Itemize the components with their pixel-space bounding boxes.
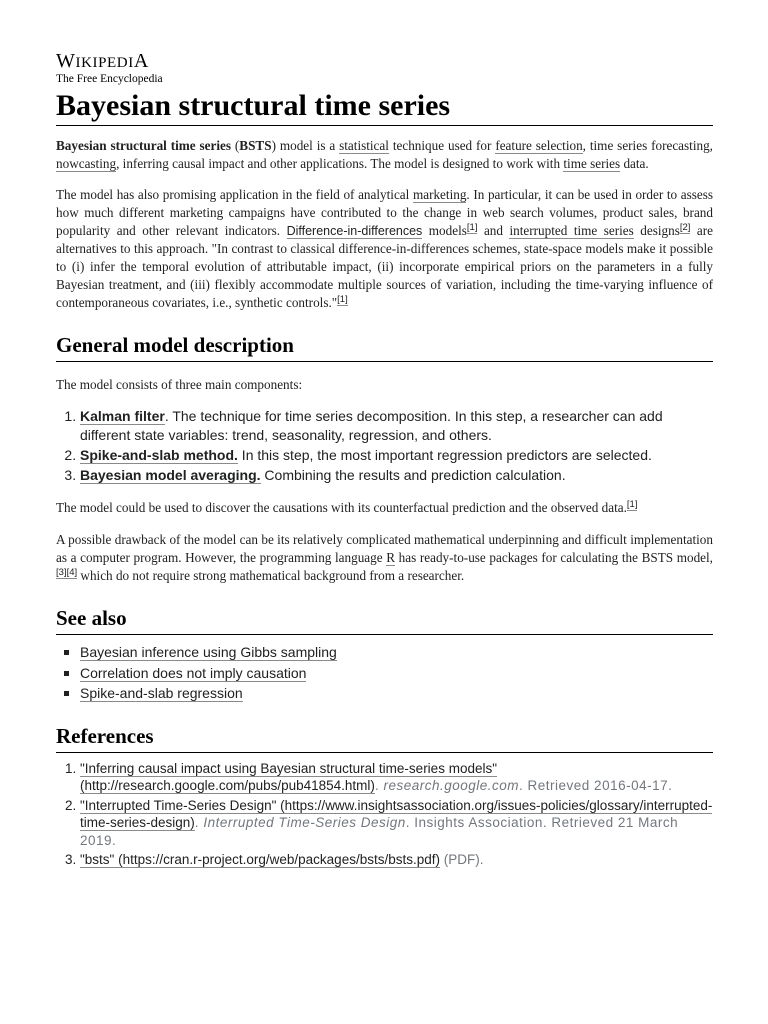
- bold-term: Bayesian structural time series: [56, 138, 232, 153]
- link-r[interactable]: R: [386, 550, 396, 565]
- logo-wordmark: WIKIPEDIA: [56, 50, 149, 72]
- ref-link[interactable]: [1]: [466, 221, 478, 233]
- general-paragraph-4: A possible drawback of the model can be its relatively complicated mathematical underpinning and difficult implementation as a computer program. However, the programming language R has ready-to-use packages for calculating the BSTS model,[3][4] which do not require strong mathematical background from a researcher.: [56, 532, 713, 583]
- intro-paragraph-2: The model has also promising application in the field of analytical marketing. In particular, it can be used in order to assess how much different marketing campaigns have contributed to the change in web search volumes, product sales, brand popularity and other relevant indicators. Difference-in-differences models[1] and interrupted time series designs[2] are alternatives to this approach. "In contrast to classical difference-in-differences schemes, state-space models make it possible to (i) infer the temporal evolution of attributable impact, (ii) incorporate empirical priors on the parameters in a fully Bayesian treatment, and (iii) flexibly accommodate multiple sources of variation, including the time-varying influence of contemporaneous covariates, i.e., synthetic controls."[1]: [56, 187, 714, 310]
- list-item: 3. Bayesian model averaging. Combining the results and prediction calculation.: [80, 466, 713, 485]
- intro-paragraph-1: Bayesian structural time series (BSTS) model is a statistical technique used for feature selection, time series forecasting, nowcasting, inferring causal impact and other applications. The model is designed to work with time series data.: [56, 138, 713, 171]
- link-nowcasting[interactable]: nowcasting: [56, 156, 117, 171]
- list-item: [56, 683, 713, 704]
- list-item: 2. Spike-and-slab method. In this step, the most important regression predictors are selected.: [80, 446, 713, 465]
- list-item: 1. "Inferring causal impact using Bayesian structural time-series models" (http://research.google.com/pubs/pub41854.html). research.google.com. Retrieved 2016-04-17.: [80, 760, 713, 795]
- section-heading-references: References: [56, 722, 713, 753]
- page-title: Bayesian structural time series: [56, 88, 713, 126]
- list-item: 3. "bsts" (https://cran.r-project.org/web/packages/bsts/bsts.pdf) (PDF).: [80, 851, 713, 869]
- ref-url-link[interactable]: (https://www.insightsassociation.org/issues-policies/glossary/interrupted-time-series-design): [80, 797, 713, 830]
- section-heading-general: General model description: [56, 331, 713, 362]
- link-statistical[interactable]: statistical: [339, 138, 389, 153]
- link-see-also[interactable]: Correlation does not imply causation: [80, 664, 307, 681]
- bold-abbr: BSTS: [239, 138, 272, 153]
- see-also-list: [56, 642, 713, 704]
- article: [56, 50, 713, 871]
- components-list: [56, 407, 713, 485]
- ref-url-link[interactable]: (http://research.google.com/pubs/pub41854.html): [80, 778, 375, 793]
- list-item: 2. "Interrupted Time-Series Design" (https://www.insightsassociation.org/issues-policies/glossary/interrupted-time-series-design). Interrupted Time-Series Design. Insights Association. Retrieved 21 March 2019.: [80, 797, 713, 850]
- link-kalman-filter[interactable]: Kalman filter: [80, 408, 165, 424]
- ref-link[interactable]: [3]: [56, 566, 67, 578]
- general-lead: The model consists of three main components:: [56, 377, 303, 392]
- link-feature-selection[interactable]: feature selection: [495, 138, 583, 153]
- wikipedia-logo[interactable]: [56, 50, 713, 86]
- ref-title-link[interactable]: "Inferring causal impact using Bayesian structural time-series models": [80, 760, 498, 776]
- link-see-also[interactable]: Bayesian inference using Gibbs sampling: [80, 644, 337, 660]
- logo-tagline: The Free Encyclopedia: [56, 73, 163, 85]
- ref-link[interactable]: [1]: [337, 293, 348, 305]
- ref-site: Interrupted Time-Series Design: [203, 815, 406, 830]
- section-heading-see-also: See also: [56, 604, 713, 635]
- ref-title-link[interactable]: "Interrupted Time-Series Design": [80, 797, 277, 813]
- references-list: [56, 760, 713, 869]
- ref-title-link[interactable]: "bsts": [80, 852, 115, 867]
- general-paragraph-3: The model could be used to discover the causations with its counterfactual prediction and the observed data.[1]: [56, 498, 638, 515]
- ref-link[interactable]: [4]: [66, 566, 78, 578]
- list-item: [56, 663, 713, 684]
- link-time-series[interactable]: time series: [563, 156, 621, 171]
- list-item: [56, 642, 713, 663]
- ref-link[interactable]: [1]: [626, 498, 638, 510]
- ref-url-link[interactable]: (https://cran.r-project.org/web/packages/bsts/bsts.pdf): [114, 852, 440, 867]
- link-marketing[interactable]: marketing: [412, 187, 467, 202]
- link-bayesian-model-averaging[interactable]: Bayesian model averaging.: [80, 467, 261, 483]
- ref-format: (PDF): [443, 852, 480, 867]
- ref-link[interactable]: [2]: [679, 221, 691, 233]
- link-see-also[interactable]: Spike-and-slab regression: [80, 685, 243, 701]
- list-item: 1. Kalman filter. The technique for time series decomposition. In this step, a researcher can add different state variables: trend, seasonality, regression, and others.: [80, 407, 713, 445]
- ref-site: research.google.com: [383, 778, 520, 793]
- link-interrupted-time-series[interactable]: interrupted time series: [509, 223, 634, 238]
- link-spike-and-slab[interactable]: Spike-and-slab method.: [80, 447, 238, 463]
- link-difference-in-differences[interactable]: Difference-in-differences: [286, 224, 423, 238]
